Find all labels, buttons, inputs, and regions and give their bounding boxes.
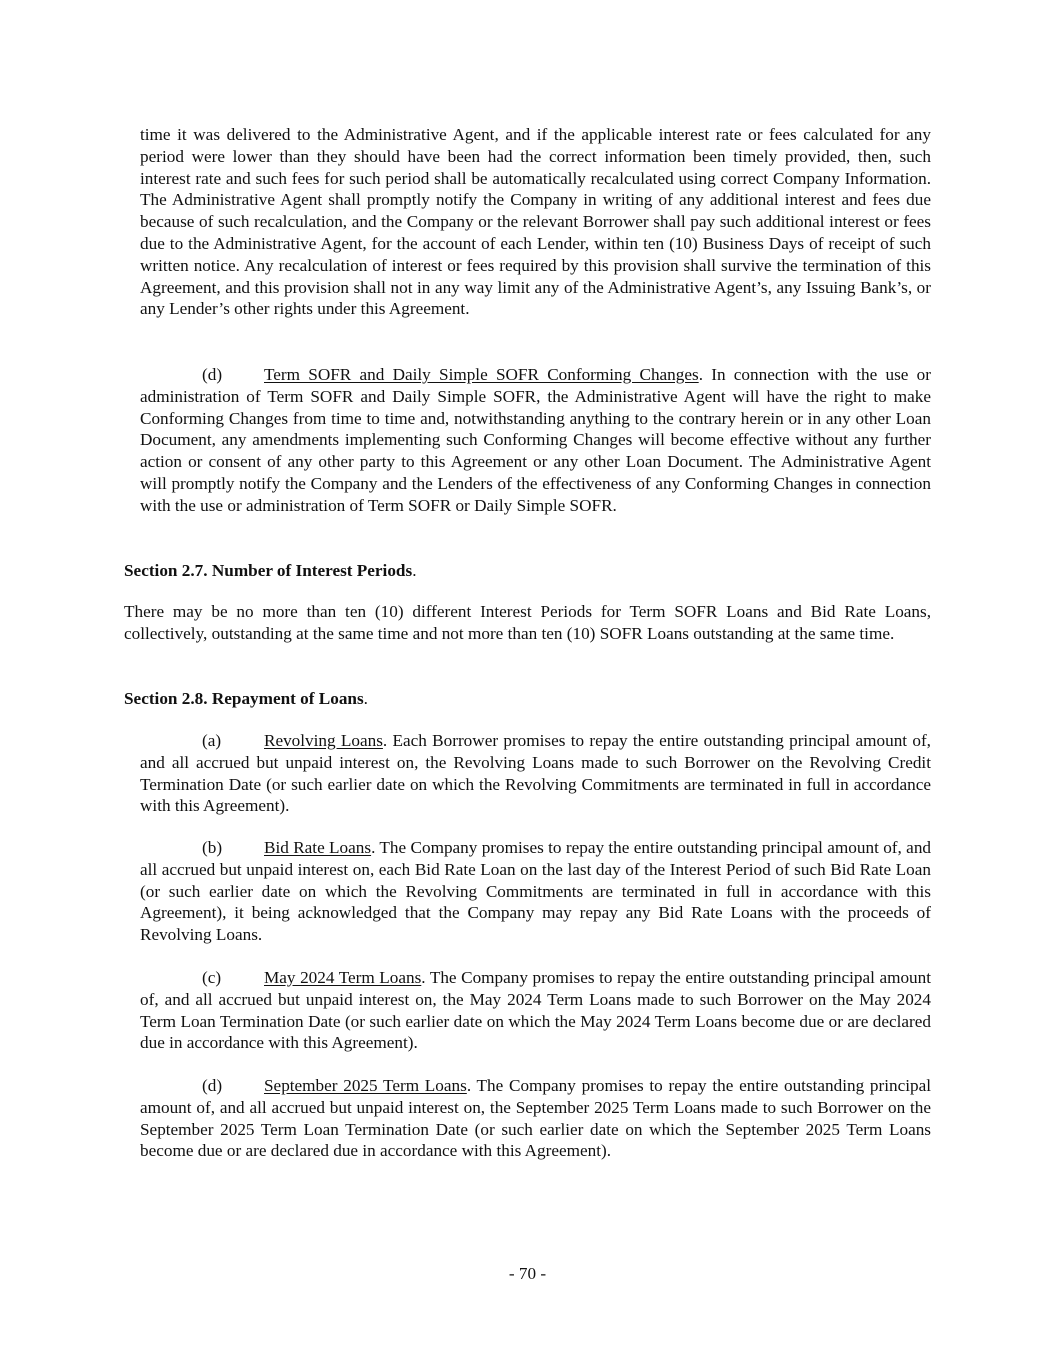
paragraph-text: . The Company promises to repay the entire outstanding principal amount of, and all accrued but unpaid interest on, the May 2024 Term Loans made to such Borrower on the May 2024 Term Loan Termination Date (or such earlier date on which the May 2024 Term Loans become due or are declared due in accordance with this Agreement). <box>140 968 931 1053</box>
paragraph-title: May 2024 Term Loans <box>264 968 422 987</box>
paragraph-c-may-2024-term-loans <box>140 967 931 1054</box>
paragraph-d-conforming-changes <box>140 364 931 517</box>
paragraph-text: . The Company promises to repay the entire outstanding principal amount of, and all accrued but unpaid interest on, the September 2025 Term Loans made to such Borrower on the September 2025 Term Loan Termination Date (or such earlier date on which the September 2025 Term Loans become due or are declared due in accordance with this Agreement). <box>140 1076 932 1161</box>
paragraph-label: (d) <box>202 365 223 384</box>
section-heading-text: Section 2.7. Number of Interest Periods <box>124 561 413 580</box>
paragraph-title: September 2025 Term Loans <box>264 1076 467 1095</box>
paragraph-title: Term SOFR and Daily Simple SOFR Conforming Changes <box>264 365 699 384</box>
paragraph-a-revolving-loans <box>140 730 931 817</box>
paragraph-text: . The Company promises to repay the entire outstanding principal amount of, and all accrued but unpaid interest on, each Bid Rate Loan on the last day of the Interest Period of such Bid Rate Loan (or such earlier date on which the Revolving Commitments are terminated in full in accordance with this Agreement), it being acknowledged that the Company may repay any Bid Rate Loans with the proceeds of Revolving Loans. <box>140 838 932 945</box>
section-2-8-heading <box>124 688 368 710</box>
section-heading-text: Section 2.8. Repayment of Loans <box>124 689 364 708</box>
paragraph-d-september-2025-term-loans <box>140 1075 931 1162</box>
paragraph-label: (b) <box>202 838 223 857</box>
continuation-paragraph <box>140 124 931 320</box>
section-2-7-body <box>124 601 931 645</box>
paragraph-title: Revolving Loans <box>264 731 383 750</box>
section-2-7-heading <box>124 560 416 582</box>
section-body-text: There may be no more than ten (10) different Interest Periods for Term SOFR Loans and Bid Rate Loans, collectively, outstanding at the same time and not more than ten (10) SOFR Loans outstanding at the same time. <box>124 602 931 643</box>
page-number: - 70 - <box>508 1264 547 1283</box>
continuation-text: time it was delivered to the Administrative Agent, and if the applicable interest rate or fees calculated for any period were lower than they should have been had the correct information been timely provided, then, such interest rate and such fees for such period shall be automatically recalculated using correct Company Information. The Administrative Agent shall promptly notify the Company in writing of any additional interest and fees due because of such recalculation, and the Company or the relevant Borrower shall pay such additional interest or fees due to the Administrative Agent, for the account of each Lender, within ten (10) Business Days of receipt of such written notice. Any recalculation of interest or fees required by this provision shall survive the termination of this Agreement, and this provision shall not in any way limit any of the Administrative Agent’s, any Issuing Bank’s, or any Lender’s other rights under this Agreement. <box>140 125 931 319</box>
paragraph-label: (c) <box>202 968 222 987</box>
paragraph-b-bid-rate-loans <box>140 837 931 946</box>
section-heading-period: . <box>412 561 417 580</box>
section-heading-period: . <box>363 689 368 708</box>
paragraph-text: . In connection with the use or administration of Term SOFR and Daily Simple SOFR, the Administrative Agent will have the right to make Conforming Changes from time to time and, notwithstanding anything to the contrary herein or in any other Loan Document, any amendments implementing such Conforming Changes will become effective without any further action or consent of any other party to this Agreement or any other Loan Document. The Administrative Agent will promptly notify the Company and the Lenders of the effectiveness of any Conforming Changes in connection with the use or administration of Term SOFR or Daily Simple SOFR. <box>140 365 931 515</box>
paragraph-text: . Each Borrower promises to repay the entire outstanding principal amount of, and all accrued but unpaid interest on, the Revolving Loans made to such Borrower on the Revolving Credit Termination Date (or such earlier date on which the Revolving Commitments are terminated in full in accordance with this Agreement). <box>140 731 931 816</box>
paragraph-title: Bid Rate Loans <box>264 838 372 857</box>
paragraph-label: (d) <box>202 1076 223 1095</box>
paragraph-label: (a) <box>202 731 222 750</box>
